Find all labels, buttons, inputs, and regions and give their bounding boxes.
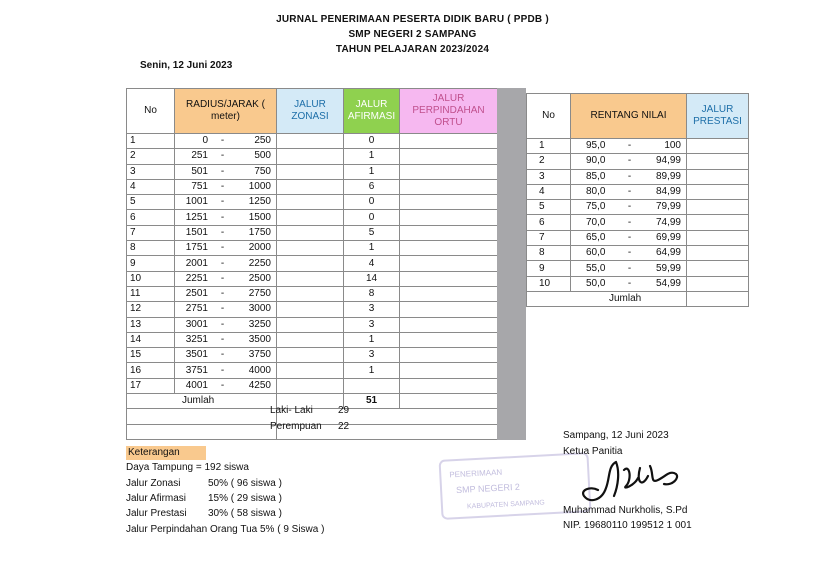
row-prestasi	[687, 184, 749, 199]
row-no: 13	[127, 317, 175, 332]
laki-label: Laki- Laki	[270, 405, 313, 416]
prestasi-label: Jalur Prestasi	[126, 508, 187, 519]
row-zonasi	[277, 332, 344, 347]
row-rentang	[571, 276, 687, 291]
range-to: 64,99	[655, 247, 681, 259]
range-from: 1751	[185, 242, 208, 254]
range-from: 3001	[185, 318, 208, 330]
range-from: 85,0	[586, 170, 606, 182]
range-from: 751	[191, 181, 208, 193]
row-prestasi	[687, 246, 749, 261]
row-radius	[175, 363, 277, 378]
range-sep: -	[220, 196, 225, 208]
range-from: 0	[202, 135, 208, 147]
row-perpindahan	[400, 241, 498, 256]
row-zonasi	[277, 149, 344, 164]
row-afirmasi: 14	[344, 271, 400, 286]
table-row	[127, 286, 498, 301]
range-sep: -	[220, 364, 225, 376]
row-perpindahan	[400, 317, 498, 332]
row-zonasi	[277, 378, 344, 393]
row-afirmasi: 4	[344, 256, 400, 271]
range-cell	[574, 154, 683, 168]
range-from: 2751	[185, 303, 208, 315]
range-sep: -	[627, 140, 632, 152]
col-no: No	[127, 89, 175, 134]
row-no: 1	[127, 134, 175, 149]
range-from: 95,0	[586, 140, 606, 152]
range-to: 2750	[248, 288, 271, 300]
row-no: 9	[527, 261, 571, 276]
row-afirmasi: 6	[344, 179, 400, 194]
range-sep: -	[220, 318, 225, 330]
row-afirmasi: 0	[344, 134, 400, 149]
range-from: 70,0	[586, 216, 606, 228]
range-sep: -	[220, 181, 225, 193]
range-from: 251	[191, 150, 208, 162]
range-sep: -	[627, 262, 632, 274]
range-cell	[574, 185, 683, 199]
row-perpindahan	[400, 302, 498, 317]
stamp-text-2: SMP NEGERI 2	[455, 481, 521, 496]
prestasi-value: 30% ( 58 siswa )	[208, 508, 282, 519]
range-to: 79,99	[655, 201, 681, 213]
range-cell	[178, 241, 273, 255]
range-to: 3000	[248, 303, 271, 315]
divider-strip	[497, 88, 526, 440]
row-perpindahan	[400, 363, 498, 378]
row-no: 16	[127, 363, 175, 378]
range-to: 500	[254, 150, 271, 162]
blank-cell	[127, 409, 277, 424]
row-zonasi	[277, 256, 344, 271]
row-afirmasi: 3	[344, 348, 400, 363]
table-row	[127, 149, 498, 164]
range-cell	[178, 211, 273, 225]
row-afirmasi: 1	[344, 241, 400, 256]
row-radius	[175, 271, 277, 286]
range-cell	[178, 348, 273, 362]
title-line-3: TAHUN PELAJARAN 2023/2024	[335, 44, 490, 55]
title-line-1: JURNAL PENERIMAAN PESERTA DIDIK BARU ( PPDB )	[276, 14, 549, 25]
row-rentang	[571, 200, 687, 215]
row-rentang	[571, 184, 687, 199]
row-no: 1	[527, 139, 571, 154]
row-no: 5	[527, 200, 571, 215]
row-prestasi	[687, 215, 749, 230]
row-rentang	[571, 154, 687, 169]
row-no: 11	[127, 286, 175, 301]
row-no: 3	[127, 164, 175, 179]
stamp-text-3: KABUPATEN SAMPANG	[466, 499, 545, 511]
range-from: 4001	[185, 379, 208, 391]
row-radius	[175, 225, 277, 240]
range-from: 90,0	[586, 155, 606, 167]
range-from: 3251	[185, 334, 208, 345]
range-from: 2251	[185, 272, 208, 284]
table-row	[527, 230, 749, 245]
range-sep: -	[627, 231, 632, 243]
range-to: 54,99	[655, 277, 681, 289]
row-perpindahan	[400, 378, 498, 393]
range-cell	[574, 170, 683, 184]
range-from: 3751	[185, 364, 208, 376]
range-to: 89,99	[655, 170, 681, 182]
col-prestasi: JALUR PRESTASI	[687, 94, 749, 139]
blank-cell	[127, 424, 277, 439]
row-zonasi	[277, 302, 344, 317]
row-perpindahan	[400, 348, 498, 363]
row-radius	[175, 286, 277, 301]
range-to: 2000	[248, 242, 271, 254]
row-perpindahan	[400, 225, 498, 240]
range-sep: -	[220, 226, 225, 238]
range-sep: -	[220, 288, 225, 300]
range-sep: -	[220, 272, 225, 284]
row-radius	[175, 149, 277, 164]
row-prestasi	[687, 139, 749, 154]
table-row	[127, 271, 498, 286]
table-row	[127, 195, 498, 210]
row-radius	[175, 317, 277, 332]
range-cell	[574, 200, 683, 214]
range-sep: -	[220, 242, 225, 254]
range-to: 4000	[248, 364, 271, 376]
range-cell	[574, 216, 683, 230]
row-no: 8	[527, 246, 571, 261]
row-no: 10	[127, 271, 175, 286]
jumlah-prestasi	[687, 291, 749, 306]
range-cell	[178, 318, 273, 332]
radius-table	[126, 88, 498, 440]
range-sep: -	[627, 201, 632, 213]
range-to: 1500	[248, 211, 271, 223]
range-to: 84,99	[655, 186, 681, 198]
table-row	[527, 200, 749, 215]
range-sep: -	[220, 379, 225, 391]
perempuan-label: Perempuan	[270, 421, 322, 432]
range-to: 3250	[248, 318, 271, 330]
row-perpindahan	[400, 179, 498, 194]
row-afirmasi	[344, 378, 400, 393]
row-radius	[175, 332, 277, 347]
range-to: 59,99	[655, 262, 681, 274]
row-zonasi	[277, 271, 344, 286]
row-prestasi	[687, 230, 749, 245]
afirmasi-value: 15% ( 29 siswa )	[208, 493, 282, 504]
table-row	[127, 164, 498, 179]
table-row	[127, 210, 498, 225]
range-sep: -	[220, 165, 225, 177]
keterangan-title: Keterangan	[126, 446, 206, 460]
col-no-right: No	[527, 94, 571, 139]
row-radius	[175, 378, 277, 393]
range-from: 2001	[185, 257, 208, 269]
row-no: 12	[127, 302, 175, 317]
range-to: 250	[254, 135, 271, 147]
row-prestasi	[687, 169, 749, 184]
range-cell	[178, 180, 273, 194]
range-to: 94,99	[655, 155, 681, 167]
row-no: 6	[527, 215, 571, 230]
perpindahan-note: Jalur Perpindahan Orang Tua 5% ( 9 Siswa )	[126, 524, 325, 535]
row-afirmasi: 0	[344, 195, 400, 210]
range-from: 1001	[185, 196, 208, 208]
row-no: 14	[127, 332, 175, 347]
range-cell	[178, 165, 273, 179]
row-perpindahan	[400, 195, 498, 210]
row-prestasi	[687, 276, 749, 291]
row-no: 17	[127, 378, 175, 393]
row-radius	[175, 256, 277, 271]
row-rentang	[571, 139, 687, 154]
table-row	[127, 225, 498, 240]
table-row	[527, 154, 749, 169]
row-radius	[175, 134, 277, 149]
row-no: 8	[127, 241, 175, 256]
range-cell	[178, 272, 273, 286]
range-sep: -	[627, 155, 632, 167]
row-radius	[175, 241, 277, 256]
row-perpindahan	[400, 134, 498, 149]
row-perpindahan	[400, 256, 498, 271]
row-perpindahan	[400, 164, 498, 179]
range-cell	[178, 134, 273, 148]
row-perpindahan	[400, 286, 498, 301]
range-from: 501	[191, 165, 208, 177]
row-zonasi	[277, 225, 344, 240]
jumlah-afirmasi: 51	[344, 394, 400, 409]
range-to: 100	[664, 140, 681, 152]
range-cell	[178, 226, 273, 240]
row-perpindahan	[400, 149, 498, 164]
row-perpindahan	[400, 332, 498, 347]
row-zonasi	[277, 363, 344, 378]
range-cell	[178, 257, 273, 271]
range-to: 1250	[248, 196, 271, 208]
range-cell	[574, 139, 683, 153]
zonasi-label: Jalur Zonasi	[126, 478, 181, 489]
signature-role: Ketua Panitia	[563, 446, 623, 457]
range-cell	[178, 333, 273, 347]
range-to: 1750	[248, 226, 271, 238]
row-radius	[175, 210, 277, 225]
row-rentang	[571, 261, 687, 276]
jumlah-label: Jumlah	[127, 394, 277, 409]
range-cell	[574, 246, 683, 260]
range-to: 4250	[248, 379, 271, 391]
table-row	[527, 215, 749, 230]
jumlah-perpindahan	[400, 394, 498, 409]
row-prestasi	[687, 154, 749, 169]
row-afirmasi: 1	[344, 363, 400, 378]
row-prestasi	[687, 200, 749, 215]
range-cell	[574, 277, 683, 291]
row-perpindahan	[400, 271, 498, 286]
row-no: 10	[527, 276, 571, 291]
handwritten-signature	[580, 456, 690, 508]
row-no: 4	[527, 184, 571, 199]
daya-tampung: Daya Tampung = 192 siswa	[126, 462, 249, 473]
range-from: 2501	[185, 288, 208, 300]
table-row	[127, 332, 498, 347]
table-row	[127, 363, 498, 378]
row-zonasi	[277, 317, 344, 332]
row-no: 2	[527, 154, 571, 169]
range-from: 60,0	[586, 247, 606, 259]
row-radius	[175, 348, 277, 363]
row-afirmasi: 5	[344, 225, 400, 240]
row-radius	[175, 164, 277, 179]
range-sep: -	[627, 186, 632, 198]
range-sep: -	[220, 349, 225, 361]
range-from: 50,0	[586, 277, 606, 289]
range-from: 1501	[185, 226, 208, 238]
jumlah-row	[527, 291, 749, 306]
range-sep: -	[220, 303, 225, 315]
nilai-table	[526, 93, 749, 307]
row-rentang	[571, 230, 687, 245]
range-to: 750	[254, 165, 271, 177]
table-row	[527, 261, 749, 276]
signature-name: Muhammad Nurkholis, S.Pd	[563, 505, 688, 516]
row-no: 9	[127, 256, 175, 271]
range-sep: -	[627, 277, 632, 289]
row-no: 2	[127, 149, 175, 164]
range-cell	[178, 287, 273, 301]
table-row	[127, 317, 498, 332]
range-from: 80,0	[586, 186, 606, 198]
row-zonasi	[277, 195, 344, 210]
signature-nip: NIP. 19680110 199512 1 001	[563, 520, 692, 531]
col-afirmasi: JALUR AFIRMASI	[344, 89, 400, 134]
report-date: Senin, 12 Juni 2023	[140, 60, 233, 71]
row-perpindahan	[400, 210, 498, 225]
col-rentang: RENTANG NILAI	[571, 94, 687, 139]
table-row	[127, 378, 498, 393]
row-zonasi	[277, 164, 344, 179]
perempuan-value: 22	[338, 421, 350, 432]
col-zonasi: JALUR ZONASI	[277, 89, 344, 134]
table-row	[527, 184, 749, 199]
table-row	[527, 246, 749, 261]
range-cell	[178, 149, 273, 163]
afirmasi-label: Jalur Afirmasi	[126, 493, 187, 504]
range-sep: -	[627, 216, 632, 228]
jumlah-label: Jumlah	[527, 291, 687, 306]
range-to: 3750	[248, 349, 271, 361]
row-zonasi	[277, 210, 344, 225]
table-row	[127, 256, 498, 271]
table-row	[127, 241, 498, 256]
table-row	[527, 276, 749, 291]
range-cell	[178, 302, 273, 316]
row-afirmasi: 3	[344, 317, 400, 332]
range-sep: -	[220, 334, 225, 345]
range-sep: -	[627, 247, 632, 259]
range-sep: -	[220, 211, 225, 223]
row-no: 3	[527, 169, 571, 184]
row-no: 6	[127, 210, 175, 225]
range-sep: -	[220, 150, 225, 162]
range-to: 1000	[248, 181, 271, 193]
row-radius	[175, 302, 277, 317]
row-prestasi	[687, 261, 749, 276]
range-from: 1251	[185, 211, 208, 223]
laki-value: 29	[338, 405, 350, 416]
range-cell	[178, 379, 273, 393]
row-zonasi	[277, 348, 344, 363]
signature-place-date: Sampang, 12 Juni 2023	[563, 430, 669, 441]
row-zonasi	[277, 286, 344, 301]
table-row	[127, 134, 498, 149]
row-rentang	[571, 246, 687, 261]
range-from: 55,0	[586, 262, 606, 274]
range-to: 2250	[248, 257, 271, 269]
range-from: 3501	[185, 349, 208, 361]
row-no: 15	[127, 348, 175, 363]
row-afirmasi: 3	[344, 302, 400, 317]
table-row	[127, 302, 498, 317]
row-radius	[175, 195, 277, 210]
range-sep: -	[220, 257, 225, 269]
table-row	[127, 348, 498, 363]
stamp-text-1: PENERIMAAN	[449, 467, 503, 480]
table-row	[527, 139, 749, 154]
zonasi-value: 50% ( 96 siswa )	[208, 478, 282, 489]
table-row	[127, 179, 498, 194]
range-to: 69,99	[655, 231, 681, 243]
row-radius	[175, 179, 277, 194]
range-cell	[178, 195, 273, 209]
range-to: 2500	[248, 272, 271, 284]
col-radius: RADIUS/JARAK ( meter)	[175, 89, 277, 134]
range-sep: -	[220, 135, 225, 147]
row-afirmasi: 0	[344, 210, 400, 225]
row-no: 7	[127, 225, 175, 240]
row-afirmasi: 1	[344, 164, 400, 179]
range-cell	[574, 231, 683, 245]
range-from: 65,0	[586, 231, 606, 243]
range-cell	[178, 364, 273, 378]
table-row	[527, 169, 749, 184]
range-to: 3500	[248, 334, 271, 345]
title-line-2: SMP NEGERI 2 SAMPANG	[348, 29, 477, 40]
row-afirmasi: 1	[344, 332, 400, 347]
row-no: 4	[127, 179, 175, 194]
row-rentang	[571, 215, 687, 230]
row-afirmasi: 8	[344, 286, 400, 301]
row-zonasi	[277, 134, 344, 149]
col-perpindahan: JALUR PERPINDAHAN ORTU	[400, 89, 498, 134]
row-zonasi	[277, 241, 344, 256]
row-zonasi	[277, 179, 344, 194]
range-cell	[574, 262, 683, 276]
range-to: 74,99	[655, 216, 681, 228]
row-no: 7	[527, 230, 571, 245]
row-rentang	[571, 169, 687, 184]
row-no: 5	[127, 195, 175, 210]
range-sep: -	[627, 170, 632, 182]
range-from: 75,0	[586, 201, 606, 213]
row-afirmasi: 1	[344, 149, 400, 164]
